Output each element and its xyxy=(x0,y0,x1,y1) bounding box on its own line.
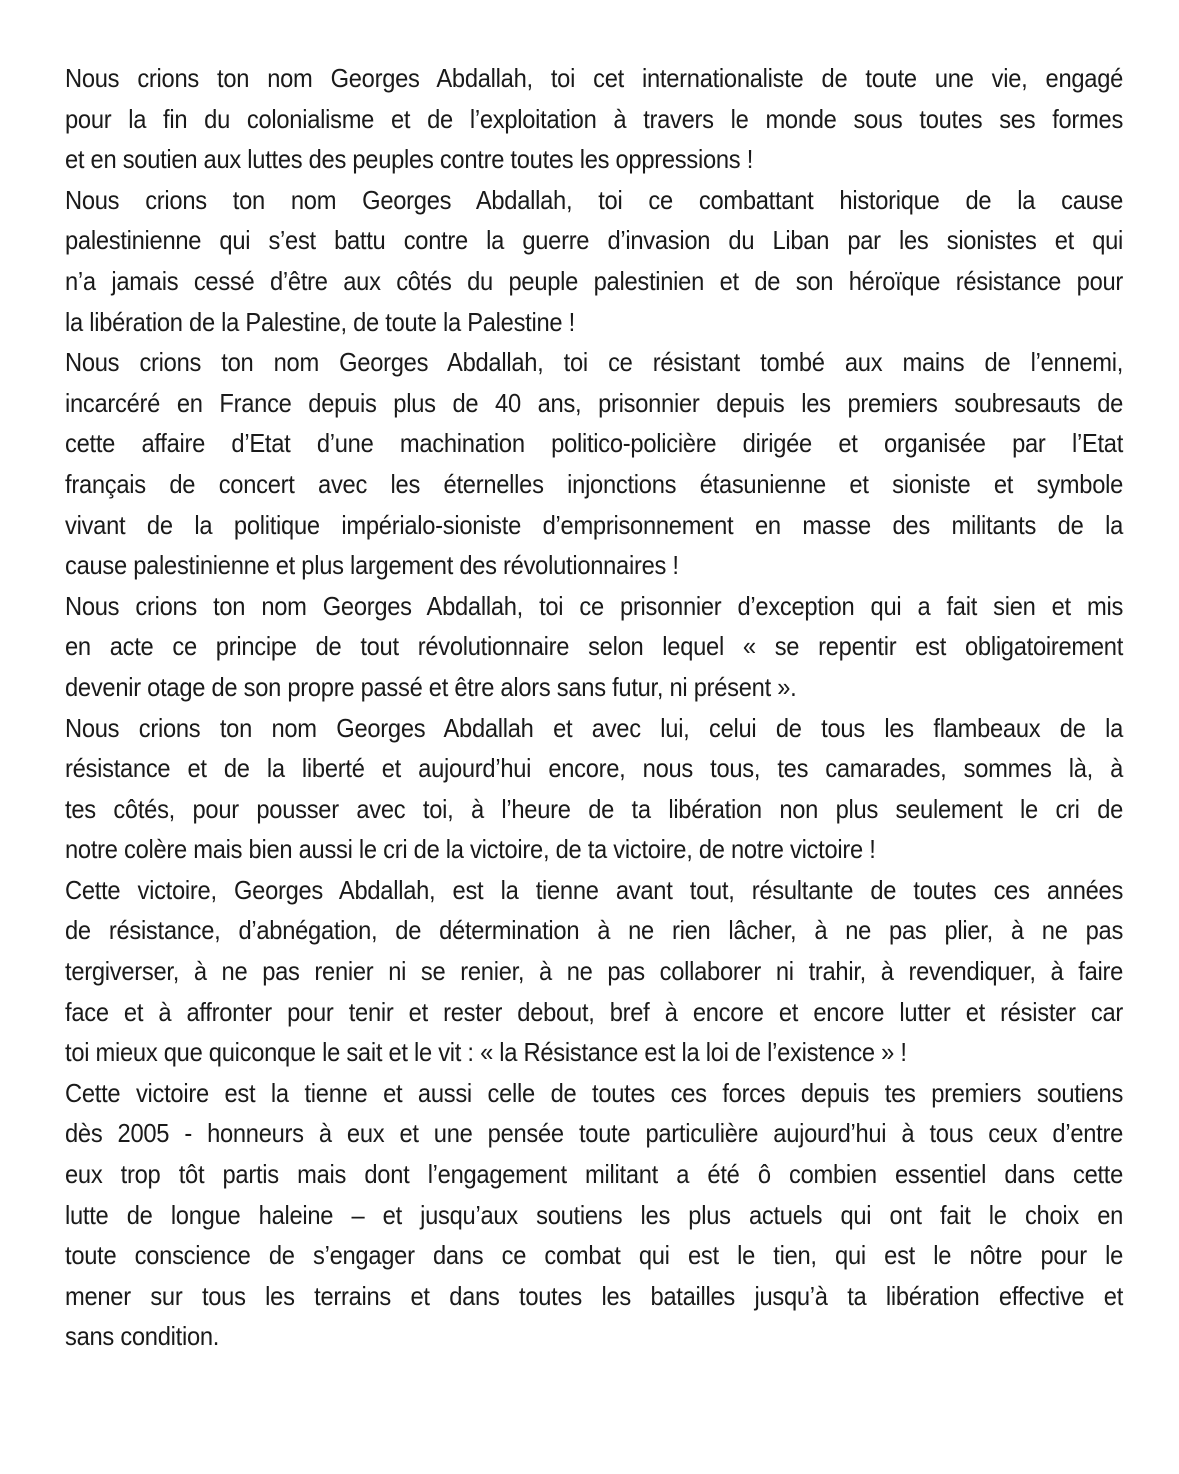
text-line: tes côtés, pour pousser avec toi, à l’heure de ta libération non plus seulement le cri de xyxy=(65,793,1124,824)
text-line: cause palestinienne et plus largement des révolutionnaires ! xyxy=(65,550,679,581)
text-line: notre colère mais bien aussi le cri de la victoire, de ta victoire, de notre victoire ! xyxy=(65,834,876,865)
text-line: devenir otage de son propre passé et être alors sans futur, ni présent ». xyxy=(65,671,797,702)
paragraph xyxy=(65,870,1123,1073)
text-line: n’a jamais cessé d’être aux côtés du peuple palestinien et de son héroïque résistance pour xyxy=(65,265,1124,296)
text-line: Nous crions ton nom Georges Abdallah et avec lui, celui de tous les flambeaux de la xyxy=(65,712,1124,743)
paragraph xyxy=(65,180,1123,342)
text-line: incarcéré en France depuis plus de 40 ans, prisonnier depuis les premiers soubresauts de xyxy=(65,387,1124,418)
paragraph xyxy=(65,708,1123,870)
paragraph xyxy=(65,586,1123,708)
text-line: Cette victoire est la tienne et aussi celle de toutes ces forces depuis tes premiers soutiens xyxy=(65,1077,1124,1108)
text-line: toute conscience de s’engager dans ce combat qui est le tien, qui est le nôtre pour le xyxy=(65,1240,1124,1271)
text-line: et en soutien aux luttes des peuples contre toutes les oppressions ! xyxy=(65,144,754,175)
paragraph xyxy=(65,1073,1123,1357)
text-line: français de concert avec les éternelles injonctions étasunienne et sioniste et symbole xyxy=(65,468,1124,499)
text-line: tergiverser, à ne pas renier ni se renier, à ne pas collaborer ni trahir, à revendiquer, à faire xyxy=(65,956,1124,987)
text-line: résistance et de la liberté et aujourd’hui encore, nous tous, tes camarades, sommes là, à xyxy=(65,753,1124,784)
text-line: eux trop tôt partis mais dont l’engagement militant a été ô combien essentiel dans cette xyxy=(65,1159,1124,1190)
text-line: lutte de longue haleine – et jusqu’aux soutiens les plus actuels qui ont fait le choix en xyxy=(65,1199,1124,1230)
text-line: en acte ce principe de tout révolutionnaire selon lequel « se repentir est obligatoirement xyxy=(65,631,1124,662)
letter-text xyxy=(65,58,1123,1357)
text-line: face et à affronter pour tenir et rester debout, bref à encore et encore lutter et résister car xyxy=(65,996,1124,1027)
text-line: Nous crions ton nom Georges Abdallah, toi cet internationaliste de toute une vie, engagé xyxy=(65,63,1124,93)
text-line: vivant de la politique impérialo-sioniste d’emprisonnement en masse des militants de la xyxy=(65,509,1124,540)
text-line: palestinienne qui s’est battu contre la guerre d’invasion du Liban par les sionistes et qui xyxy=(65,225,1124,256)
text-line: Nous crions ton nom Georges Abdallah, toi ce combattant historique de la cause xyxy=(65,184,1124,215)
text-line: cette affaire d’Etat d’une machination politico-policière dirigée et organisée par l’Etat xyxy=(65,428,1124,459)
text-line: la libération de la Palestine, de toute la Palestine ! xyxy=(65,306,575,337)
text-line: Cette victoire, Georges Abdallah, est la tienne avant tout, résultante de toutes ces années xyxy=(65,874,1124,905)
text-line: toi mieux que quiconque le sait et le vit : « la Résistance est la loi de l’existence » ! xyxy=(65,1037,907,1068)
text-line: pour la fin du colonialisme et de l’exploitation à travers le monde sous toutes ses formes xyxy=(65,103,1124,134)
text-line: sans condition. xyxy=(65,1321,220,1352)
paragraph xyxy=(65,58,1123,180)
text-line: dès 2005 - honneurs à eux et une pensée toute particulière aujourd’hui à tous ceux d’entre xyxy=(65,1118,1124,1149)
paragraph xyxy=(65,342,1123,586)
text-line: Nous crions ton nom Georges Abdallah, toi ce résistant tombé aux mains de l’ennemi, xyxy=(65,347,1124,378)
text-line: de résistance, d’abnégation, de détermination à ne rien lâcher, à ne pas plier, à ne pas xyxy=(65,915,1124,946)
text-line: Nous crions ton nom Georges Abdallah, toi ce prisonnier d’exception qui a fait sien et mis xyxy=(65,590,1124,621)
text-line: mener sur tous les terrains et dans toutes les batailles jusqu’à ta libération effective et xyxy=(65,1280,1124,1311)
